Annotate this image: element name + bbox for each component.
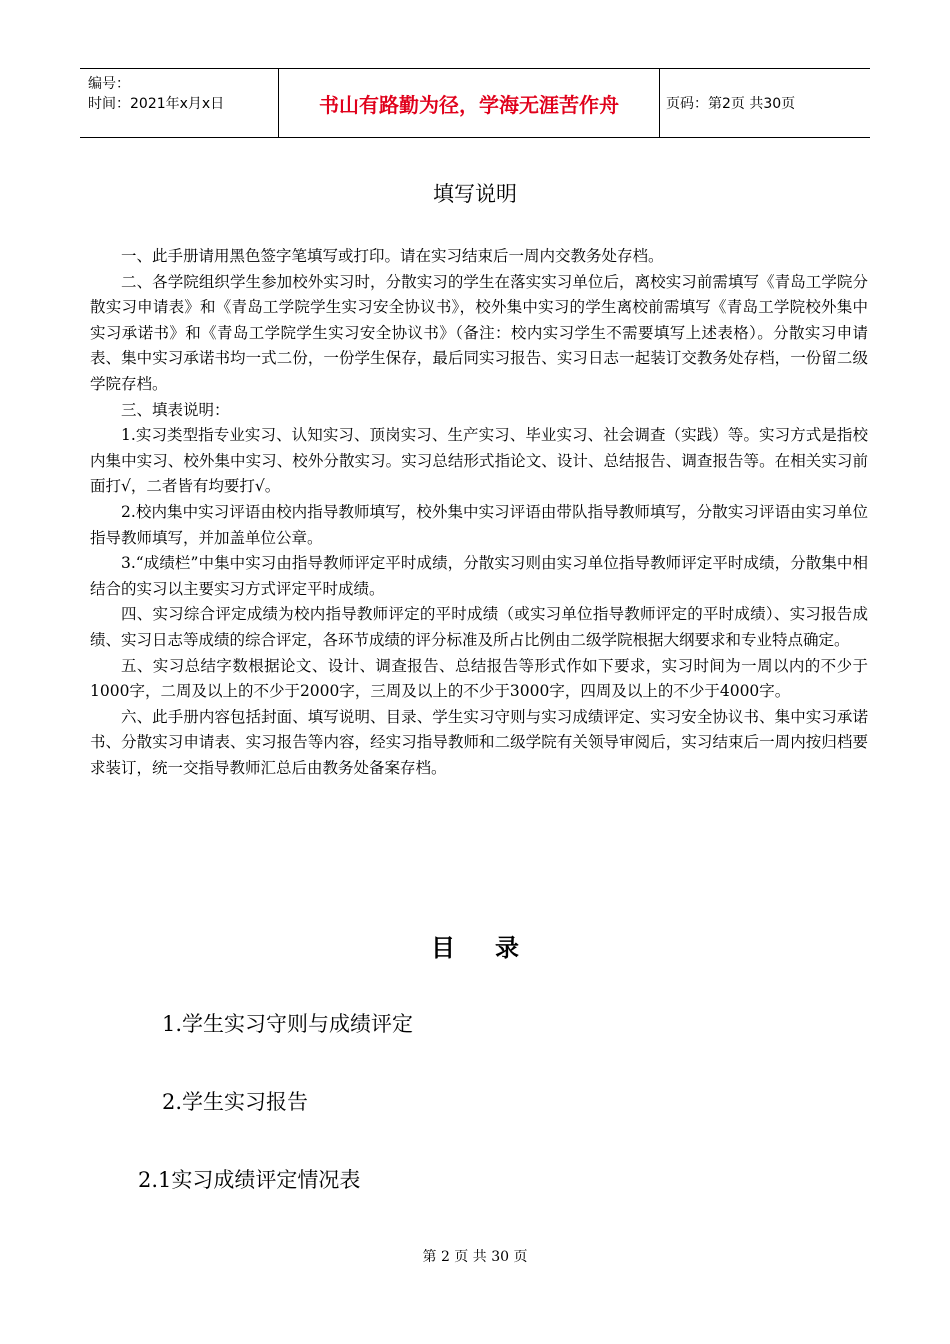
page-header [80,68,870,138]
header-left [80,69,279,137]
page-footer: 第 2 页 共 30 页 [422,1249,528,1265]
toc-item: 2.1实习成绩评定情况表 [138,1168,361,1192]
date-label: 时间：2021年x月x日 [88,96,225,112]
paragraph: 2.校内集中实习评语由校内指导教师填写，校外集中实习评语由带队指导教师填写，分散实习评语由实习单位指导教师填写，并加盖单位公章。 [90,502,868,547]
toc-item: 1.学生实习守则与成绩评定 [162,1012,414,1036]
paragraph: 一、此手册请用黑色签字笔填写或打印。请在实习结束后一周内交教务处存档。 [121,247,664,265]
paragraph: 五、实习总结字数根据论文、设计、调查报告、总结报告等形式作如下要求，实习时间为一周以内的不少于1000字，二周及以上的不少于2000字，三周及以上的不少于3000字，四周及以上的不少于4000字。 [90,656,868,701]
paragraph: 1.实习类型指专业实习、认知实习、顶岗实习、生产实习、毕业实习、社会调查（实践）等。实习方式是指校内集中实习、校外集中实习、校外分散实习。实习总结形式指论文、设计、总结报告、调查报告等。在相关实习前面打√，二者皆有均要打√。 [90,426,868,496]
paragraph: 二、各学院组织学生参加校外实习时，分散实习的学生在落实实习单位后，离校实习前需填写《青岛工学院分散实习申请表》和《青岛工学院学生实习安全协议书》，校外集中实习的学生离校前需填写《青岛工学院校外集中实习承诺书》和《青岛工学院学生实习安全协议书》（备注：校内实习学生不需要填写上述表格）。分散实习申请表、集中实习承诺书均一式二份，一份学生保存，最后同实习报告、实习日志一起装订交教务处存档，一份留二级学院存档。 [90,272,868,393]
toc-title: 目录 [431,934,559,962]
instructions-body [90,244,868,781]
section-title: 填写说明 [433,182,517,206]
paragraph: 四、实习综合评定成绩为校内指导教师评定的平时成绩（或实习单位指导教师评定的平时成绩）、实习报告成绩、实习日志等成绩的综合评定，各环节成绩的评分标准及所占比例由二级学院根据大纲要求和专业特点确定。 [90,605,868,649]
header-motto: 书山有路勤为径，学海无涯苦作舟 [279,69,660,137]
paragraph: 三、填表说明： [121,400,230,419]
header-page-label: 页码：第2页 共30页 [666,96,796,112]
paragraph: 六、此手册内容包括封面、填写说明、目录、学生实习守则与实习成绩评定、实习安全协议书、集中实习承诺书、分散实习申请表、实习报告等内容，经实习指导教师和二级学院有关领导审阅后，实习结束后一周内按归档要求装订，统一交指导教师汇总后由教务处备案存档。 [90,707,868,777]
toc-item: 2.学生实习报告 [162,1090,309,1114]
paragraph: 3.“成绩栏”中集中实习由指导教师评定平时成绩，分散实习则由实习单位指导教师评定平时成绩，分散集中相结合的实习以主要实习方式评定平时成绩。 [90,554,868,598]
code-label: 编号： [88,76,130,92]
